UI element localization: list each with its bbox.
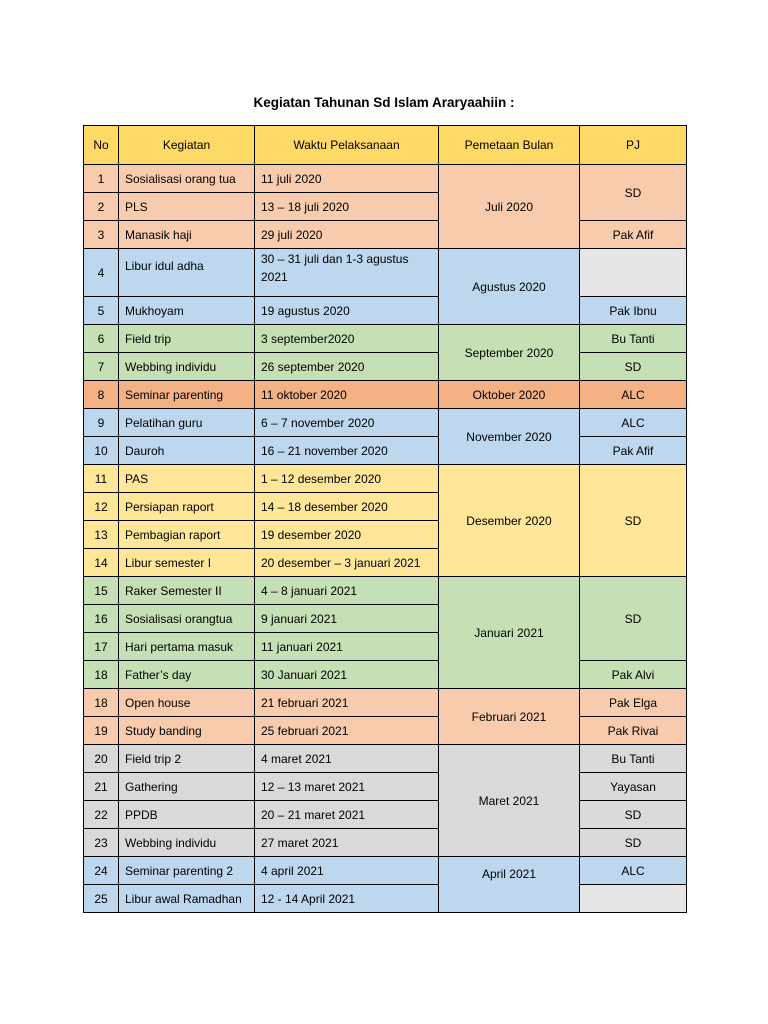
row-number: 12 xyxy=(84,493,119,521)
activity-schedule-table xyxy=(83,125,687,913)
person-in-charge: Pak Afif xyxy=(580,437,687,465)
activity-name: Field trip xyxy=(119,325,255,353)
row-number: 11 xyxy=(84,465,119,493)
activity-name: Open house xyxy=(119,689,255,717)
row-number: 23 xyxy=(84,829,119,857)
activity-date: 11 juli 2020 xyxy=(255,165,439,193)
person-in-charge: SD xyxy=(580,577,687,661)
activity-name: Mukhoyam xyxy=(119,297,255,325)
activity-name: Sosialisasi orangtua xyxy=(119,605,255,633)
activity-date: 6 – 7 november 2020 xyxy=(255,409,439,437)
row-number: 14 xyxy=(84,549,119,577)
table-row xyxy=(84,409,687,437)
row-number: 18 xyxy=(84,689,119,717)
activity-date: 9 januari 2021 xyxy=(255,605,439,633)
activity-date: 29 juli 2020 xyxy=(255,221,439,249)
activity-name: Manasik haji xyxy=(119,221,255,249)
header-waktu-pelaksanaan: Waktu Pelaksanaan xyxy=(255,126,439,165)
person-in-charge: Bu Tanti xyxy=(580,325,687,353)
table-row xyxy=(84,437,687,465)
activity-date: 4 maret 2021 xyxy=(255,745,439,773)
activity-name: Libur idul adha xyxy=(119,249,255,297)
table-row xyxy=(84,829,687,857)
row-number: 4 xyxy=(84,249,119,297)
activity-date: 26 september 2020 xyxy=(255,353,439,381)
person-in-charge: Pak Alvi xyxy=(580,661,687,689)
activity-name: Gathering xyxy=(119,773,255,801)
person-in-charge: Pak Rivai xyxy=(580,717,687,745)
row-number: 22 xyxy=(84,801,119,829)
header-pemetaan-bulan: Pemetaan Bulan xyxy=(439,126,580,165)
activity-name: Field trip 2 xyxy=(119,745,255,773)
table-row xyxy=(84,885,687,913)
row-number: 21 xyxy=(84,773,119,801)
row-number: 9 xyxy=(84,409,119,437)
row-number: 15 xyxy=(84,577,119,605)
row-number: 25 xyxy=(84,885,119,913)
activity-date: 11 oktober 2020 xyxy=(255,381,439,409)
table-row xyxy=(84,353,687,381)
activity-date: 20 – 21 maret 2021 xyxy=(255,801,439,829)
activity-name: Dauroh xyxy=(119,437,255,465)
person-in-charge xyxy=(580,885,687,913)
activity-date: 11 januari 2021 xyxy=(255,633,439,661)
month-mapping: November 2020 xyxy=(439,409,580,465)
row-number: 18 xyxy=(84,661,119,689)
row-number: 6 xyxy=(84,325,119,353)
activity-date: 16 – 21 november 2020 xyxy=(255,437,439,465)
activity-date: 30 Januari 2021 xyxy=(255,661,439,689)
month-mapping: Januari 2021 xyxy=(439,577,580,689)
activity-name: Libur awal Ramadhan xyxy=(119,885,255,913)
activity-name: Sosialisasi orang tua xyxy=(119,165,255,193)
table-row xyxy=(84,165,687,193)
header-no: No xyxy=(84,126,119,165)
row-number: 13 xyxy=(84,521,119,549)
person-in-charge: Pak Afif xyxy=(580,221,687,249)
month-mapping: Juli 2020 xyxy=(439,165,580,249)
activity-name: PPDB xyxy=(119,801,255,829)
month-mapping: Februari 2021 xyxy=(439,689,580,745)
row-number: 2 xyxy=(84,193,119,221)
activity-name: PAS xyxy=(119,465,255,493)
person-in-charge: ALC xyxy=(580,381,687,409)
table-row xyxy=(84,689,687,717)
activity-name: Study banding xyxy=(119,717,255,745)
activity-name: Father’s day xyxy=(119,661,255,689)
row-number: 10 xyxy=(84,437,119,465)
table-body xyxy=(84,165,687,913)
table-row xyxy=(84,661,687,689)
activity-name: Persiapan raport xyxy=(119,493,255,521)
row-number: 24 xyxy=(84,857,119,885)
person-in-charge: SD xyxy=(580,353,687,381)
person-in-charge: Pak Elga xyxy=(580,689,687,717)
month-mapping: April 2021 xyxy=(439,857,580,913)
table-row xyxy=(84,297,687,325)
activity-date: 12 – 13 maret 2021 xyxy=(255,773,439,801)
row-number: 17 xyxy=(84,633,119,661)
row-number: 16 xyxy=(84,605,119,633)
activity-date: 27 maret 2021 xyxy=(255,829,439,857)
activity-name: Pelatihan guru xyxy=(119,409,255,437)
person-in-charge: Yayasan xyxy=(580,773,687,801)
table-row xyxy=(84,717,687,745)
row-number: 7 xyxy=(84,353,119,381)
activity-name: Seminar parenting 2 xyxy=(119,857,255,885)
row-number: 8 xyxy=(84,381,119,409)
activity-date: 19 desember 2020 xyxy=(255,521,439,549)
row-number: 5 xyxy=(84,297,119,325)
activity-date: 3 september2020 xyxy=(255,325,439,353)
header-pj: PJ xyxy=(580,126,687,165)
month-mapping: Agustus 2020 xyxy=(439,249,580,325)
activity-name: Raker Semester II xyxy=(119,577,255,605)
activity-date: 12 - 14 April 2021 xyxy=(255,885,439,913)
person-in-charge: SD xyxy=(580,829,687,857)
person-in-charge xyxy=(580,249,687,297)
person-in-charge: Bu Tanti xyxy=(580,745,687,773)
activity-date: 19 agustus 2020 xyxy=(255,297,439,325)
table-row xyxy=(84,465,687,493)
activity-date: 20 desember – 3 januari 2021 xyxy=(255,549,439,577)
activity-date: 21 februari 2021 xyxy=(255,689,439,717)
table-row xyxy=(84,773,687,801)
month-mapping: Desember 2020 xyxy=(439,465,580,577)
month-mapping: Oktober 2020 xyxy=(439,381,580,409)
activity-date: 25 februari 2021 xyxy=(255,717,439,745)
header-kegiatan: Kegiatan xyxy=(119,126,255,165)
person-in-charge: ALC xyxy=(580,857,687,885)
row-number: 3 xyxy=(84,221,119,249)
row-number: 1 xyxy=(84,165,119,193)
activity-date: 14 – 18 desember 2020 xyxy=(255,493,439,521)
table-row xyxy=(84,745,687,773)
activity-name: Webbing individu xyxy=(119,829,255,857)
activity-date: 4 april 2021 xyxy=(255,857,439,885)
activity-name: Hari pertama masuk xyxy=(119,633,255,661)
table-row xyxy=(84,249,687,297)
activity-name: Seminar parenting xyxy=(119,381,255,409)
row-number: 20 xyxy=(84,745,119,773)
table-row xyxy=(84,381,687,409)
person-in-charge: Pak Ibnu xyxy=(580,297,687,325)
activity-name: Pembagian raport xyxy=(119,521,255,549)
table-row xyxy=(84,325,687,353)
activity-name: Libur semester I xyxy=(119,549,255,577)
person-in-charge: ALC xyxy=(580,409,687,437)
person-in-charge: SD xyxy=(580,465,687,577)
month-mapping: September 2020 xyxy=(439,325,580,381)
person-in-charge: SD xyxy=(580,165,687,221)
activity-date: 30 – 31 juli dan 1-3 agustus 2021 xyxy=(255,249,439,297)
activity-name: Webbing individu xyxy=(119,353,255,381)
table-row xyxy=(84,857,687,885)
activity-name: PLS xyxy=(119,193,255,221)
person-in-charge: SD xyxy=(580,801,687,829)
activity-date: 13 – 18 juli 2020 xyxy=(255,193,439,221)
table-header-row xyxy=(84,126,687,165)
activity-date: 4 – 8 januari 2021 xyxy=(255,577,439,605)
table-row xyxy=(84,577,687,605)
table-row xyxy=(84,801,687,829)
table-row xyxy=(84,221,687,249)
activity-date: 1 – 12 desember 2020 xyxy=(255,465,439,493)
row-number: 19 xyxy=(84,717,119,745)
page-title: Kegiatan Tahunan Sd Islam Araryaahiin : xyxy=(253,95,515,110)
month-mapping: Maret 2021 xyxy=(439,745,580,857)
